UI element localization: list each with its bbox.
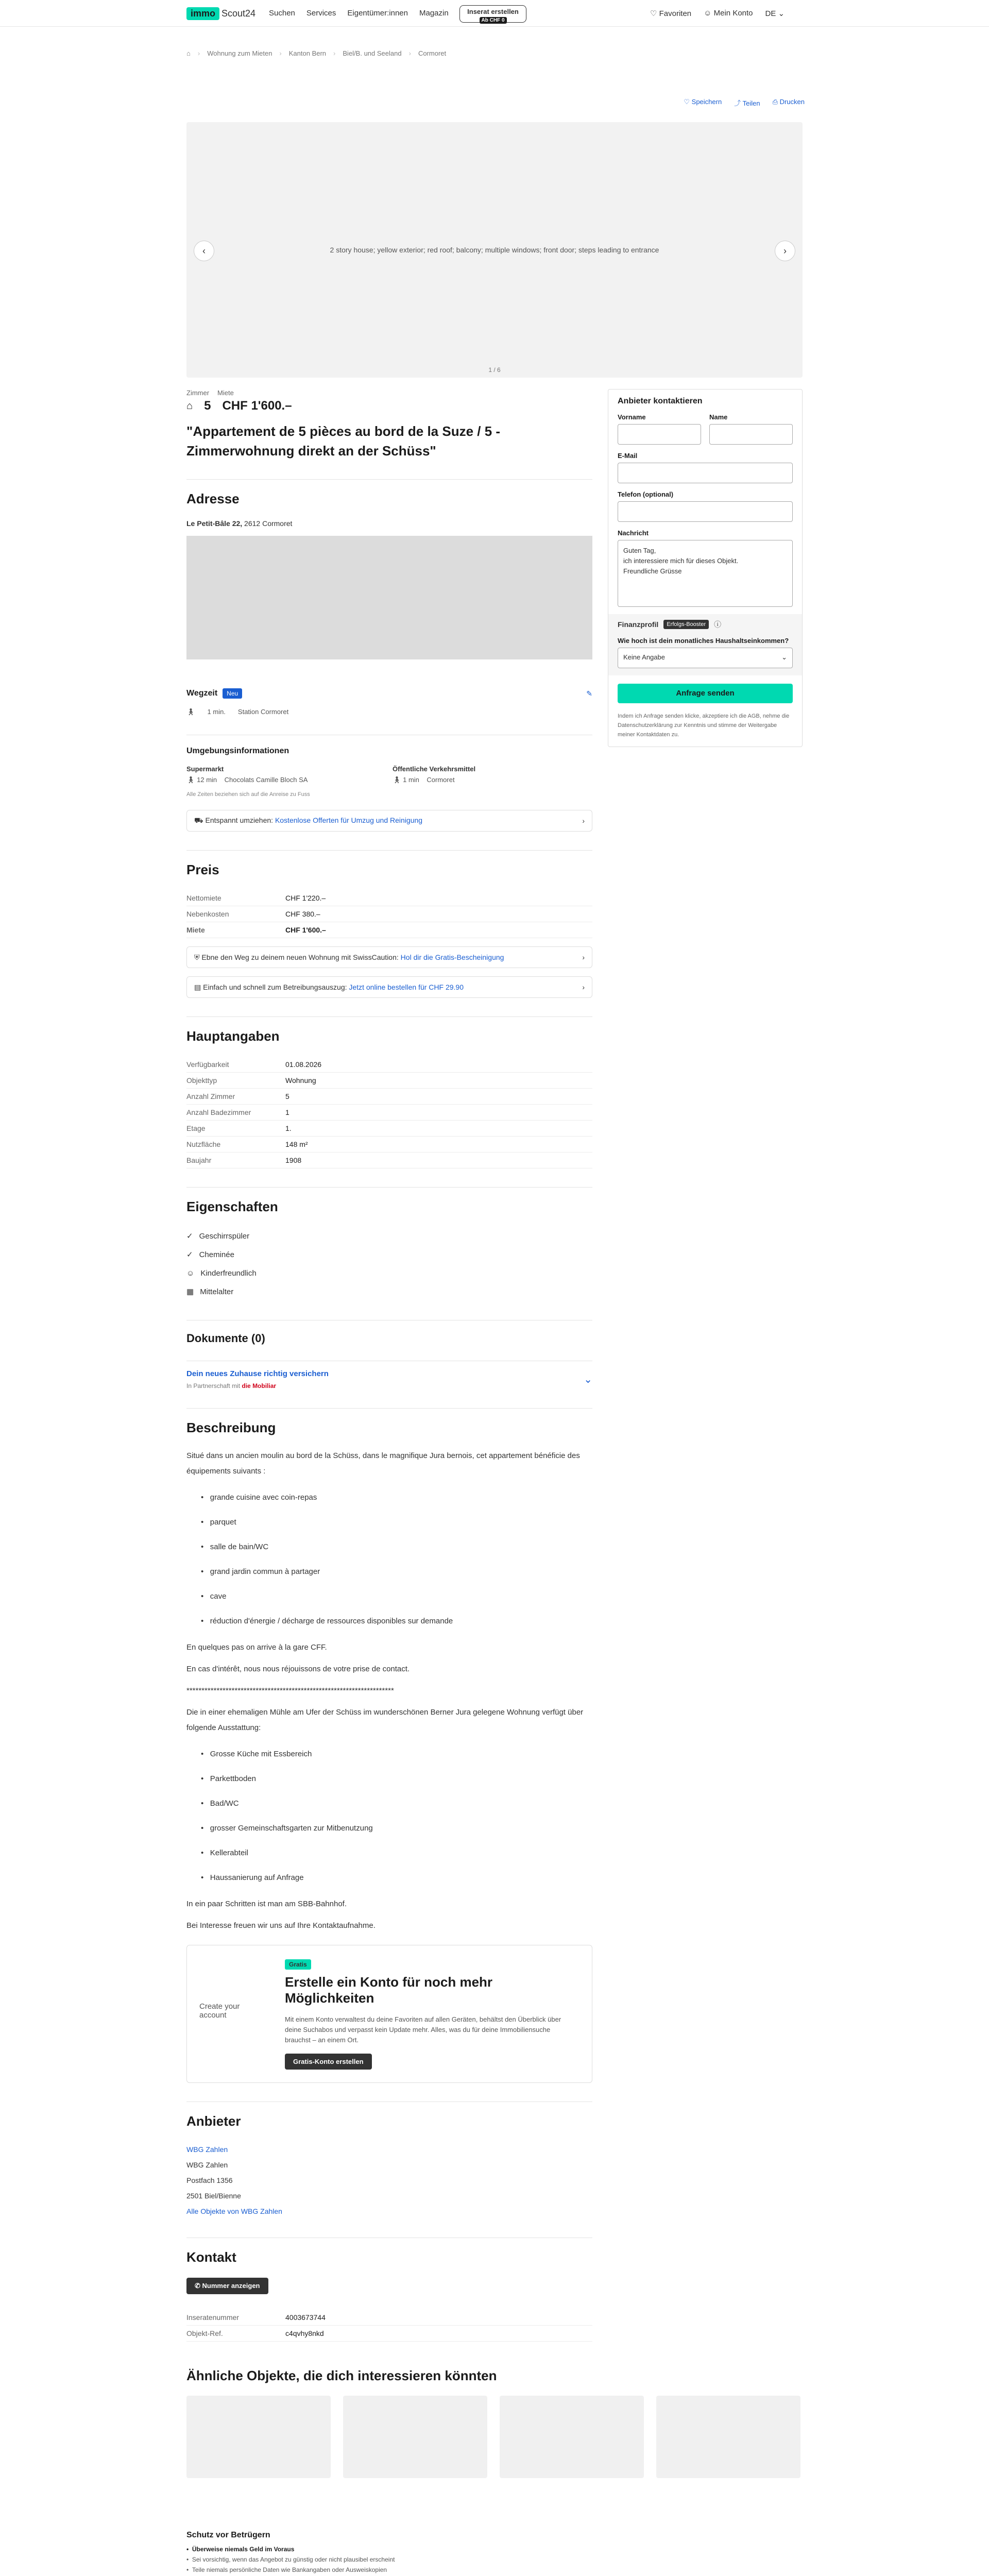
breadcrumb-separator: › xyxy=(279,49,282,57)
travel-time-value: 1 min. xyxy=(207,708,226,716)
description-fr-intro: Situé dans un ancien moulin au bord de la Schüss, dans le magnifique Jura bernois, cet appartement bénéficie des équipements suivants : xyxy=(186,1451,580,1476)
logo[interactable] xyxy=(186,7,255,20)
chevron-right-icon: › xyxy=(783,246,787,256)
travel-time-header xyxy=(186,688,592,699)
walking-icon: 🚶︎ xyxy=(393,776,403,784)
list-item-text: Bad/WC xyxy=(210,1799,239,1808)
logo-text: Scout24 xyxy=(221,8,256,19)
list-item-text: grand jardin commun à partager xyxy=(210,1567,320,1576)
table-row xyxy=(186,1105,592,1121)
print-button[interactable] xyxy=(773,98,805,108)
document-icon: ▤ xyxy=(194,982,203,991)
swisscaution-link[interactable]: Hol dir die Gratis-Bescheinigung xyxy=(400,953,504,961)
surroundings-grid xyxy=(186,765,592,784)
similar-card-placeholder[interactable] xyxy=(656,2396,800,2478)
nav-item-suchen[interactable]: Suchen xyxy=(269,9,295,18)
new-badge: Neu xyxy=(223,688,242,699)
list-item-text: Überweise niemals Geld im Voraus xyxy=(192,2546,295,2553)
description-de-list xyxy=(186,1742,592,1890)
chevron-down-icon: ⌄ xyxy=(778,9,785,18)
list-item-text: grande cuisine avec coin-repas xyxy=(210,1493,317,1502)
breadcrumb-separator: › xyxy=(333,49,336,57)
list-item: • réduction d'énergie / décharge de ressources disponibles sur demande xyxy=(201,1617,453,1625)
contact-form xyxy=(608,389,803,747)
message-label: Nachricht xyxy=(618,529,649,537)
firstname-label: Vorname xyxy=(618,413,646,421)
list-item: • Sei vorsichtig, wenn das Angebot zu günstig oder nicht plausibel erscheint xyxy=(186,2556,395,2563)
similar-heading: Ähnliche Objekte, die dich interessieren könnten xyxy=(186,2368,497,2383)
income-label: Wie hoch ist dein monatliches Haushaltseinkommen? xyxy=(618,637,789,645)
feature-item xyxy=(186,1283,592,1301)
feature-label: Geschirrspüler xyxy=(199,1232,250,1241)
row-value: c4qvhy8nkd xyxy=(285,2329,324,2337)
firstname-field[interactable] xyxy=(618,424,701,445)
list-item: • parquet xyxy=(201,1518,236,1527)
travel-time-place: Station Cormoret xyxy=(237,708,289,716)
row-key: Miete xyxy=(186,926,205,934)
row-key: Objekt-Ref. xyxy=(186,2329,223,2337)
swisscaution-banner[interactable] xyxy=(186,946,592,968)
list-item-text: cave xyxy=(210,1592,227,1601)
address-street: Le Petit-Bâle 22, xyxy=(186,519,243,528)
address-heading: Adresse xyxy=(186,491,240,506)
language-select[interactable] xyxy=(765,9,785,18)
moving-banner-prefix: Entspannt umziehen: xyxy=(205,816,274,824)
list-item-text: Teile niemals persönliche Daten wie Bankangaben oder Ausweiskopien xyxy=(192,2566,387,2573)
row-value: CHF 1'220.– xyxy=(285,894,326,902)
list-item: • Grosse Küche mit Essbereich xyxy=(201,1750,312,1758)
row-value: CHF 1'600.– xyxy=(285,926,326,934)
price-table xyxy=(186,890,592,938)
table-row xyxy=(186,1121,592,1137)
quick-facts-values xyxy=(186,399,592,413)
main-content xyxy=(186,389,592,2342)
description-de-p2: Bei Interesse freuen wir uns auf Ihre Kontaktaufnahme. xyxy=(186,1921,376,1930)
public-transport-place: Cormoret xyxy=(427,776,455,784)
info-icon[interactable]: ⓘ xyxy=(714,620,722,629)
fraud-heading: Schutz vor Betrügern xyxy=(186,2531,270,2539)
description-fr-p2: En cas d'intérêt, nous nous réjouissons de votre prise de contact. xyxy=(186,1665,410,1673)
row-key: Inseratenummer xyxy=(186,2313,239,2321)
chevron-down-icon[interactable]: ⌄ xyxy=(584,1374,592,1385)
form-disclaimer: Indem ich Anfrage senden klicke, akzeptiere ich die AGB, nehme die Datenschutzerklärung zur Kenntnis und stimme der Weitergabe meiner Kontaktdaten zu. xyxy=(618,713,790,738)
row-key: Nettomiete xyxy=(186,894,221,902)
table-row xyxy=(186,906,592,922)
list-item-text: Grosse Küche mit Essbereich xyxy=(210,1750,312,1758)
breadcrumb-item[interactable]: Kanton Bern xyxy=(288,49,327,57)
truck-icon: ⛟ xyxy=(194,816,206,824)
income-select[interactable] xyxy=(618,648,793,668)
listing-title: "Appartement de 5 pièces au bord de la Suze / 5 -Zimmerwohnung direkt an der Schüss" xyxy=(186,423,501,459)
phone-label: Telefon (optional) xyxy=(618,490,674,498)
main-details-heading: Hauptangaben xyxy=(186,1028,280,1044)
list-item-text: parquet xyxy=(210,1518,236,1527)
list-item-text: Haussanierung auf Anfrage xyxy=(210,1873,304,1882)
similar-card-placeholder[interactable] xyxy=(500,2396,644,2478)
save-label: Speichern xyxy=(691,98,722,106)
row-value: 4003673744 xyxy=(285,2313,326,2321)
row-value: 1 xyxy=(285,1108,289,1116)
public-transport-label: Öffentliche Verkehrsmittel xyxy=(393,765,476,773)
heart-icon: ♡ xyxy=(650,9,659,18)
description-heading: Beschreibung xyxy=(186,1420,276,1435)
shield-icon: ⛨ xyxy=(194,953,202,961)
row-key: Verfügbarkeit xyxy=(186,1060,229,1069)
list-item-text: grosser Gemeinschaftsgarten zur Mitbenutzung xyxy=(210,1824,373,1833)
address-text[interactable] xyxy=(186,519,592,528)
fraud-protection xyxy=(186,2531,592,2576)
table-row xyxy=(186,2310,592,2326)
home-icon[interactable]: ⌂ xyxy=(186,49,191,57)
show-number-button[interactable] xyxy=(186,2278,268,2294)
account-label: Mein Konto xyxy=(713,9,753,18)
price-heading: Preis xyxy=(186,862,219,877)
email-label: E-Mail xyxy=(618,452,638,460)
show-number-label: Nummer anzeigen xyxy=(202,2282,260,2290)
provider-name-link[interactable]: WBG Zahlen xyxy=(186,2145,228,2154)
gallery-image-caption: 2 story house; yellow exterior; red roof; balcony; multiple windows; front door; steps leading to entrance xyxy=(330,246,659,254)
insurance-title: Dein neues Zuhause richtig versichern xyxy=(186,1369,329,1378)
row-key: Nutzfläche xyxy=(186,1140,221,1148)
row-key: Anzahl Zimmer xyxy=(186,1092,235,1100)
feature-item xyxy=(186,1227,592,1246)
free-badge: Gratis xyxy=(285,1959,311,1970)
row-key: Etage xyxy=(186,1124,206,1132)
table-row xyxy=(186,1153,592,1168)
row-value: 148 m² xyxy=(285,1140,308,1148)
check-icon: ✓ xyxy=(186,1232,193,1241)
rent-value: CHF 1'600.– xyxy=(222,399,292,413)
feature-item xyxy=(186,1264,592,1283)
divider xyxy=(186,850,592,851)
site-header xyxy=(0,0,989,27)
travel-time-row xyxy=(186,708,592,716)
feature-label: Kinderfreundlich xyxy=(200,1269,257,1278)
row-key: Baujahr xyxy=(186,1156,212,1164)
share-icon: ⤴ xyxy=(734,99,743,107)
row-value: Wohnung xyxy=(285,1076,316,1084)
signup-title: Erstelle ein Konto für noch mehr Möglichkeiten xyxy=(285,1974,493,2006)
contact-table xyxy=(186,2310,592,2342)
list-item: • Kellerabteil xyxy=(201,1849,248,1857)
travel-time-label: Wegzeit xyxy=(186,689,218,698)
divider xyxy=(186,1408,592,1409)
similar-card-placeholder[interactable] xyxy=(186,2396,331,2478)
list-item: • grande cuisine avec coin-repas xyxy=(201,1493,317,1502)
printer-icon: ⎙ xyxy=(772,98,780,106)
location-map[interactable] xyxy=(186,536,592,659)
favorites-label: Favoriten xyxy=(659,9,692,18)
divider xyxy=(186,1016,592,1017)
provider-city: 2501 Biel/Bienne xyxy=(186,2192,241,2200)
logo-badge: immo xyxy=(186,7,219,20)
building-icon: ▦ xyxy=(186,1287,194,1296)
breadcrumb-item[interactable]: Biel/B. und Seeland xyxy=(343,49,402,57)
create-listing-button[interactable] xyxy=(459,5,526,23)
rooms-value: 5 xyxy=(204,399,211,413)
address-city: 2612 Cormoret xyxy=(244,519,293,528)
chevron-right-icon: › xyxy=(582,953,585,961)
features-list xyxy=(186,1227,592,1301)
walking-icon: 🚶︎ xyxy=(186,776,197,784)
provider-info xyxy=(186,2142,592,2219)
list-item-text: réduction d'énergie / décharge de ressources disponibles sur demande xyxy=(210,1617,453,1625)
user-icon: ☺ xyxy=(704,9,714,18)
row-key: Nebenkosten xyxy=(186,910,229,918)
supermarket-place: Chocolats Camille Bloch SA xyxy=(224,776,308,784)
signup-side-label: Create your account xyxy=(199,2002,240,2020)
edit-icon[interactable]: ✎ xyxy=(586,689,592,698)
list-item-text: Parkettboden xyxy=(210,1774,256,1783)
favorites-link[interactable] xyxy=(650,9,691,18)
send-request-button[interactable]: Anfrage senden xyxy=(618,684,793,703)
chevron-right-icon: › xyxy=(582,817,585,825)
table-row xyxy=(186,1057,592,1073)
row-key: Objekttyp xyxy=(186,1076,217,1084)
list-item: • Haussanierung auf Anfrage xyxy=(201,1873,304,1882)
row-key: Anzahl Badezimmer xyxy=(186,1108,251,1116)
signup-card xyxy=(186,1945,592,2083)
income-value: Keine Angabe xyxy=(623,653,665,661)
gallery-prev-button[interactable] xyxy=(194,241,214,261)
row-value: 5 xyxy=(285,1092,289,1100)
mobiliar-logo: die Mobiliar xyxy=(242,1382,277,1389)
save-button[interactable] xyxy=(684,98,722,108)
walking-icon: 🚶︎ xyxy=(186,708,195,716)
description-de-p1: In ein paar Schritten ist man am SBB-Bahnhof. xyxy=(186,1900,347,1908)
description-de-intro: Die in einer ehemaligen Mühle am Ufer der Schüss im wunderschönen Berner Jura gelegene Wohnung verfügt über folgende Ausstattung: xyxy=(186,1708,584,1732)
surroundings-note: Alle Zeiten beziehen sich auf die Anreise zu Fuss xyxy=(186,791,310,798)
list-item-text: Sei vorsichtig, wenn das Angebot zu günstig oder nicht plausibel erscheint xyxy=(192,2556,395,2563)
list-item: • Überweise niemals Geld im Voraus xyxy=(186,2546,295,2553)
swisscaution-prefix: Ebne den Weg zu deinem neuen Wohnung mit SwissCaution: xyxy=(201,953,399,961)
rooms-label: Zimmer xyxy=(186,389,210,397)
header-right xyxy=(650,9,785,18)
public-transport-info xyxy=(393,765,475,784)
table-row xyxy=(186,1137,592,1153)
share-label: Teilen xyxy=(742,99,760,107)
list-item: • cave xyxy=(201,1592,227,1601)
surroundings-heading: Umgebungsinformationen xyxy=(186,747,289,755)
table-row xyxy=(186,1073,592,1089)
main-details-table xyxy=(186,1057,592,1168)
listing-actions xyxy=(684,98,805,108)
check-icon: ✓ xyxy=(186,1250,193,1259)
divider xyxy=(186,479,592,480)
create-listing-label: Inserat erstellen xyxy=(467,8,519,15)
contact-form-heading: Anbieter kontaktieren xyxy=(618,397,703,405)
nav-item-services[interactable]: Services xyxy=(306,9,336,18)
public-transport-time: 1 min xyxy=(403,776,419,784)
list-item: • grand jardin commun à partager xyxy=(201,1567,320,1576)
breadcrumb-separator: › xyxy=(408,49,411,57)
lastname-label: Name xyxy=(709,413,728,421)
feature-label: Cheminée xyxy=(199,1250,234,1259)
description-fr-list xyxy=(186,1485,592,1634)
chevron-left-icon: ‹ xyxy=(202,246,206,256)
supermarket-label: Supermarkt xyxy=(186,765,224,773)
house-icon: ⌂ xyxy=(186,400,193,412)
list-item-text: salle de bain/WC xyxy=(210,1543,269,1551)
account-link[interactable] xyxy=(704,9,753,18)
phone-icon: ✆ xyxy=(195,2282,202,2290)
quick-facts-labels xyxy=(186,389,592,397)
message-field[interactable]: Guten Tag, ich interessiere mich für dieses Objekt. Freundliche Grüsse xyxy=(618,540,793,607)
betreibung-link[interactable]: Jetzt online bestellen für CHF 29.90 xyxy=(349,982,464,991)
divider xyxy=(186,1187,592,1188)
supermarket-time: 12 min xyxy=(197,776,217,784)
image-gallery[interactable] xyxy=(186,122,803,378)
feature-item xyxy=(186,1246,592,1264)
moving-banner-link[interactable]: Kostenlose Offerten für Umzug und Reinigung xyxy=(275,816,423,824)
signup-text: Mit einem Konto verwaltest du deine Favoriten auf allen Geräten, behältst den Überblick über deine Suchabos und verpasst kein Update mehr. Alles, was du für deine Immobiliensuche brauchst – an einem Ort. xyxy=(285,2015,561,2044)
table-row xyxy=(186,1089,592,1105)
chevron-right-icon: › xyxy=(582,983,585,991)
gallery-counter: 1 / 6 xyxy=(488,366,501,374)
breadcrumb-item: Cormoret xyxy=(418,49,447,57)
list-item: • Teile niemals persönliche Daten wie Bankangaben oder Ausweiskopien xyxy=(186,2566,387,2573)
table-row xyxy=(186,922,592,938)
insurance-teaser[interactable] xyxy=(186,1369,592,1389)
similar-card-placeholder[interactable] xyxy=(343,2396,487,2478)
similar-listings xyxy=(186,2396,800,2478)
list-item-text: Kellerabteil xyxy=(210,1849,248,1857)
finance-profile-label: Finanzprofil xyxy=(618,620,659,629)
provider-name: WBG Zahlen xyxy=(186,2161,228,2169)
provider-all-listings-link[interactable]: Alle Objekte von WBG Zahlen xyxy=(186,2207,282,2215)
row-value: 1908 xyxy=(285,1156,302,1164)
betreibung-prefix: Einfach und schnell zum Betreibungsauszug: xyxy=(203,982,347,991)
print-label: Drucken xyxy=(779,98,805,106)
phone-field[interactable] xyxy=(618,501,793,522)
finance-profile xyxy=(608,614,802,675)
insurance-partner-prefix: In Partnerschaft mit xyxy=(186,1382,241,1389)
provider-heading: Anbieter xyxy=(186,2113,241,2129)
create-listing-price: Ab CHF 0 xyxy=(480,17,507,24)
row-value: 1. xyxy=(285,1124,292,1132)
feature-label: Mittelalter xyxy=(200,1287,234,1296)
main-nav xyxy=(269,9,449,18)
row-value: 01.08.2026 xyxy=(285,1060,322,1069)
list-item: • Parkettboden xyxy=(201,1774,256,1783)
features-heading: Eigenschaften xyxy=(186,1199,278,1214)
betreibung-banner[interactable] xyxy=(186,976,592,998)
create-account-button[interactable]: Gratis-Konto erstellen xyxy=(285,2054,372,2070)
list-item: • grosser Gemeinschaftsgarten zur Mitbenutzung xyxy=(201,1824,373,1833)
moving-banner[interactable] xyxy=(186,810,592,832)
table-row xyxy=(186,2326,592,2342)
contact-heading: Kontakt xyxy=(186,2249,236,2265)
language-label: DE xyxy=(765,9,776,18)
nav-item-magazin[interactable]: Magazin xyxy=(419,9,449,18)
description-fr-p1: En quelques pas on arrive à la gare CFF. xyxy=(186,1643,327,1652)
fraud-list xyxy=(186,2544,592,2576)
chevron-down-icon: ⌄ xyxy=(781,653,787,661)
provider-street: Postfach 1356 xyxy=(186,2176,233,2184)
breadcrumb-separator: › xyxy=(197,49,200,57)
heart-icon: ♡ xyxy=(684,98,692,106)
documents-heading: Dokumente (0) xyxy=(186,1332,265,1345)
breadcrumb-item[interactable]: Wohnung zum Mieten xyxy=(207,49,272,57)
row-value: CHF 380.– xyxy=(285,910,320,918)
breadcrumb xyxy=(186,49,446,57)
lastname-field[interactable] xyxy=(709,424,793,445)
gallery-next-button[interactable] xyxy=(775,241,795,261)
booster-badge: Erfolgs-Booster xyxy=(663,620,709,629)
list-item: • salle de bain/WC xyxy=(201,1543,269,1551)
child-icon: ☺ xyxy=(186,1269,195,1278)
list-item: • Bad/WC xyxy=(201,1799,239,1808)
supermarket-info xyxy=(186,765,393,784)
email-field[interactable] xyxy=(618,463,793,483)
share-button[interactable] xyxy=(734,98,760,108)
nav-item-eigentuemer[interactable]: Eigentümer:innen xyxy=(347,9,408,18)
description-separator: ********************************************************************* xyxy=(186,1686,394,1695)
rent-label: Miete xyxy=(217,389,234,397)
table-row xyxy=(186,890,592,906)
